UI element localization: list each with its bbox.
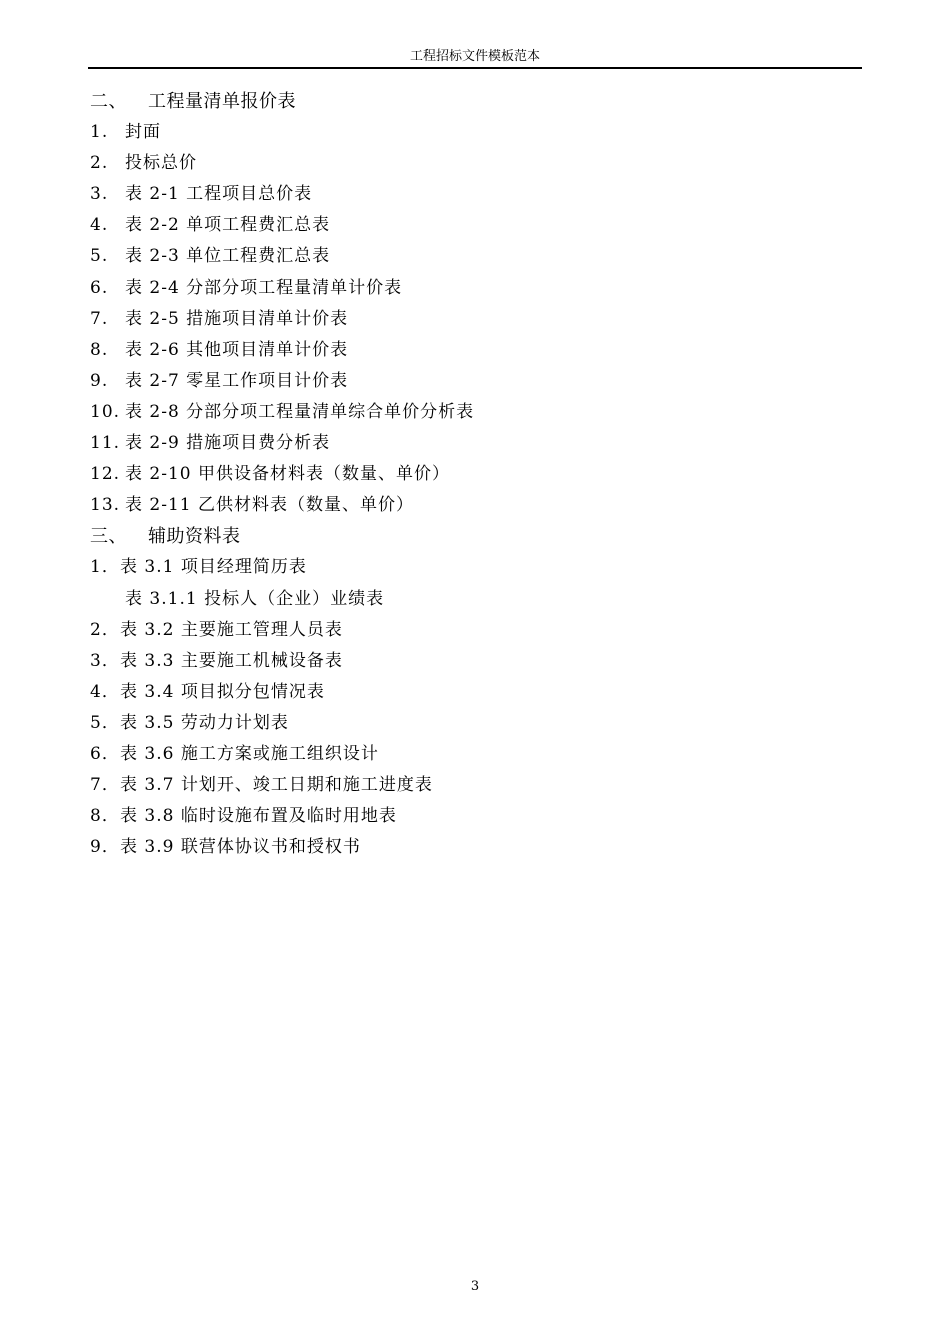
item-text: 表 2-9 措施项目费分析表 [125,433,331,454]
item-text: 表 2-7 零星工作项目计价表 [125,370,349,391]
item-number: 9. [90,370,109,391]
list-item [90,304,860,335]
list-item [90,459,860,490]
item-number: 7. [90,308,109,329]
item-text: 表 2-2 单项工程费汇总表 [125,215,331,236]
list-item [90,366,860,397]
item-text: 表 3.4 项目拟分包情况表 [120,681,325,702]
item-text: 表 3.1.1 投标人（企业）业绩表 [125,588,385,609]
item-text: 表 2-5 措施项目清单计价表 [125,308,349,329]
item-number: 13. [90,495,121,516]
item-text: 表 3.9 联营体协议书和授权书 [120,837,361,858]
item-text: 表 2-1 工程项目总价表 [125,184,313,205]
list-item [90,552,860,583]
item-number: 1. [90,122,109,143]
item-text: 表 2-3 单位工程费汇总表 [125,246,331,267]
item-number: 8． [90,806,120,827]
item-text: 表 3.6 施工方案或施工组织设计 [120,743,379,764]
list-item [90,739,860,770]
item-number: 10. [90,401,121,422]
page-number: 3 [470,1279,480,1294]
item-number: 7． [90,775,120,796]
item-text: 表 3.7 计划开、竣工日期和施工进度表 [120,775,433,796]
item-number: 3． [90,650,120,671]
list-item [90,273,860,304]
item-number: 5． [90,712,120,733]
list-item [90,490,860,521]
list-item [90,615,860,646]
item-text: 表 3.5 劳动力计划表 [120,712,289,733]
item-text: 表 2-4 分部分项工程量清单计价表 [125,277,403,298]
list-item [90,770,860,801]
list-item [90,428,860,459]
list-item [90,708,860,739]
list-item [90,241,860,272]
list-item [90,210,860,241]
item-number: 1． [90,557,120,578]
item-text: 封面 [125,122,161,143]
section-heading-2 [90,86,860,117]
list-item [90,179,860,210]
header-title: 工程招标文件模板范本 [409,49,540,64]
item-text: 表 3.2 主要施工管理人员表 [120,619,343,640]
section-number: 二、 [90,91,127,112]
list-item [90,832,860,863]
item-number: 2． [90,619,120,640]
item-number: 2. [90,153,109,174]
item-number: 9． [90,837,120,858]
item-number: 12. [90,464,121,485]
item-text: 表 3.3 主要施工机械设备表 [120,650,343,671]
item-number: 8. [90,339,109,360]
section-heading-3 [90,521,860,552]
item-text: 表 2-11 乙供材料表（数量、单价） [125,495,414,516]
item-number: 6． [90,743,120,764]
list-item [90,335,860,366]
item-number: 4. [90,215,109,236]
item-text: 表 2-6 其他项目清单计价表 [125,339,349,360]
page-header [88,48,862,69]
list-item [90,148,860,179]
section-title: 辅助资料表 [148,526,241,548]
item-text: 投标总价 [125,153,197,174]
list-item [90,801,860,832]
list-item [90,677,860,708]
item-number: 3. [90,184,109,205]
item-text: 表 3.8 临时设施布置及临时用地表 [120,806,397,827]
item-number: 11. [90,433,121,454]
section-number: 三、 [90,526,127,548]
list-item [90,117,860,148]
list-item [90,397,860,428]
item-number: 5. [90,246,109,267]
item-number: 6. [90,277,109,298]
list-item [90,646,860,677]
item-text: 表 2-10 甲供设备材料表（数量、单价） [125,464,450,485]
item-text: 表 2-8 分部分项工程量清单综合单价分析表 [125,401,475,422]
section-title: 工程量清单报价表 [148,91,296,112]
document-body [90,86,860,863]
list-item [90,584,860,615]
item-number: 4． [90,681,120,702]
item-text: 表 3.1 项目经理简历表 [120,557,307,578]
